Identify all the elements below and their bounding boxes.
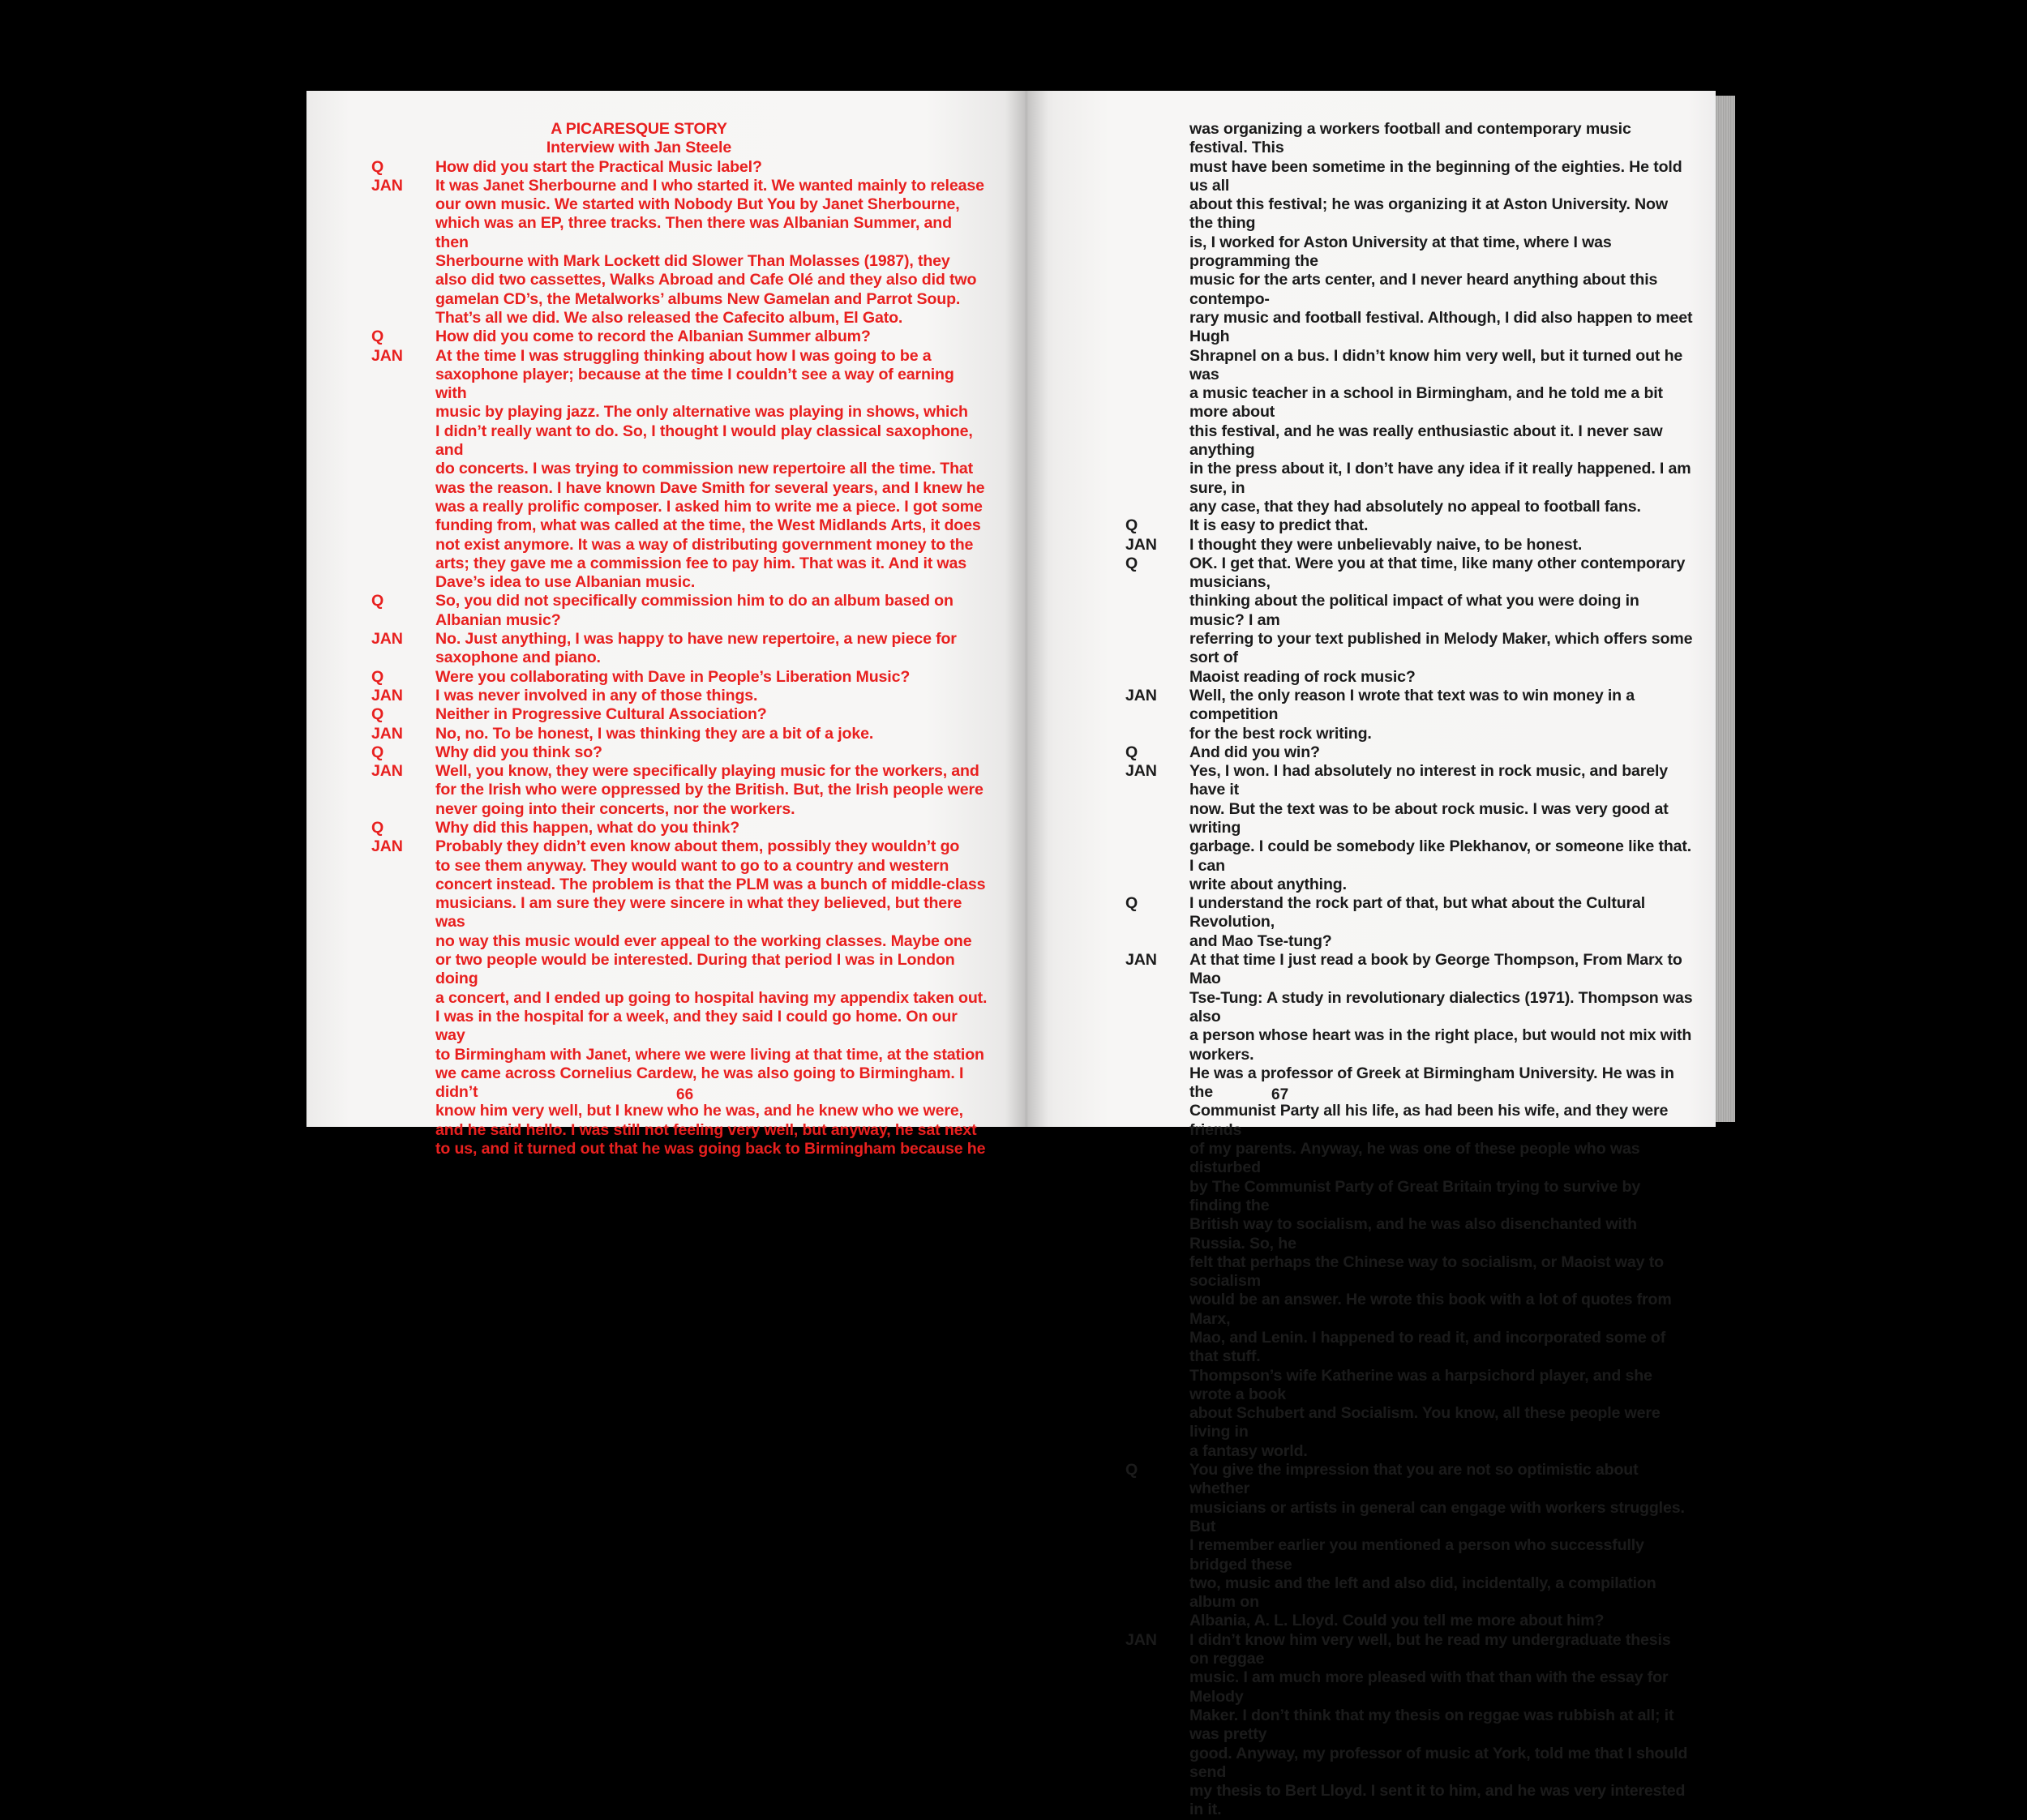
left-page-content xyxy=(371,120,988,1158)
page-number-left: 66 xyxy=(676,1086,694,1103)
text-line: or two people would be interested. During that period I was in London doing xyxy=(435,951,955,988)
text-line: to see them anyway. They would want to go to a country and western xyxy=(435,856,949,875)
speaker-label: JAN xyxy=(371,630,403,649)
speaker-text xyxy=(435,743,988,762)
text-line: by The Communist Party of Great Britain trying to survive by finding the xyxy=(1189,1177,1641,1214)
text-line: Maoist reading of rock music? xyxy=(1189,667,1416,686)
text-line: saxophone and piano. xyxy=(435,649,601,667)
speaker-text xyxy=(435,328,988,346)
speaker-text xyxy=(435,687,988,705)
text-line: Probably they didn’t even know about them, possibly they wouldn’t go xyxy=(435,837,960,856)
text-line: write about anything. xyxy=(1189,875,1347,893)
text-line: music. I am much more pleased with that than with the essay for Melody xyxy=(1189,1668,1669,1706)
interview-row xyxy=(371,668,988,687)
interview-row xyxy=(1125,951,1693,1461)
interview-row xyxy=(371,158,988,177)
speaker-label: JAN xyxy=(1125,762,1157,781)
text-line: Thompson’s wife Katherine was a harpsichord player, and she wrote a book xyxy=(1189,1366,1652,1403)
article-subtitle: Interview with Jan Steele xyxy=(546,139,732,157)
speaker-text xyxy=(435,668,988,687)
interview-row xyxy=(1125,894,1693,951)
speaker-label: Q xyxy=(1125,1461,1138,1480)
text-line: I remember earlier you mentioned a person who successfully bridged these xyxy=(1189,1536,1644,1574)
speaker-text xyxy=(1189,1461,1693,1631)
text-line: No, no. To be honest, I was thinking they are a bit of a joke. xyxy=(435,724,874,743)
interview-row xyxy=(371,705,988,724)
speaker-label: JAN xyxy=(371,176,403,195)
speaker-text xyxy=(435,725,988,743)
text-line: Why did you think so? xyxy=(435,743,602,761)
speaker-label: JAN xyxy=(371,686,403,704)
speaker-label: JAN xyxy=(371,762,403,781)
text-line: no way this music would ever appeal to the working classes. Maybe one xyxy=(435,931,972,950)
speaker-label: Q xyxy=(1125,516,1138,535)
open-book xyxy=(306,91,1735,1819)
interview-row xyxy=(371,328,988,346)
text-line: I was in the hospital for a week, and they said I could go home. On our way xyxy=(435,1007,958,1045)
text-line: Albania, A. L. Lloyd. Could you tell me more about him? xyxy=(1189,1612,1605,1630)
speaker-text xyxy=(1189,894,1693,951)
text-line: OK. I get that. Were you at that time, like many other contemporary musicians, xyxy=(1189,554,1686,592)
text-line: No. Just anything, I was happy to have new repertoire, a new piece for xyxy=(435,630,957,649)
text-line: British way to socialism, and he was also disenchanted with Russia. So, he xyxy=(1189,1215,1637,1253)
text-line: Why did this happen, what do you think? xyxy=(435,818,740,837)
interview-row xyxy=(371,347,988,593)
text-line: saxophone player; because at the time I couldn’t see a way of earning with xyxy=(435,365,954,403)
interview-row xyxy=(371,743,988,762)
text-line: How did you come to record the Albanian Summer album? xyxy=(435,328,871,346)
speaker-label: Q xyxy=(371,667,384,686)
text-line: now. But the text was to be about rock music. I was very good at writing xyxy=(1189,799,1669,837)
interview-row xyxy=(1125,743,1693,762)
speaker-text xyxy=(1189,120,1693,516)
speaker-label xyxy=(1125,120,1189,516)
text-line: How did you start the Practical Music label? xyxy=(435,157,762,176)
text-line: was organizing a workers football and contemporary music festival. This xyxy=(1189,120,1631,157)
interview-row xyxy=(1125,762,1693,894)
speaker-text xyxy=(435,837,988,1158)
text-line: which was an EP, three tracks. Then there was Albanian Summer, and then xyxy=(435,214,952,251)
text-line: Shrapnel on a bus. I didn’t know him very well, but it turned out he was xyxy=(1189,346,1683,383)
speaker-text xyxy=(435,592,988,630)
speaker-label: JAN xyxy=(371,724,403,743)
text-line: to Birmingham with Janet, where we were living at that time, at the station xyxy=(435,1045,984,1064)
text-line: Communist Party all his life, as had been his wife, and they were friends xyxy=(1189,1102,1669,1139)
interview-row xyxy=(1125,1461,1693,1631)
interview-row xyxy=(371,592,988,630)
text-line: He was a professor of Greek at Birmingham University. He was in the xyxy=(1189,1064,1674,1102)
text-line: thinking about the political impact of what you were doing in music? I am xyxy=(1189,592,1639,629)
text-line: Well, you know, they were specifically playing music for the workers, and xyxy=(435,762,979,781)
text-line: rary music and football festival. Although, I did also happen to meet Hugh xyxy=(1189,308,1693,346)
interview-row xyxy=(371,762,988,819)
interview-row xyxy=(1125,536,1693,555)
text-line: That’s all we did. We also released the Cafecito album, El Gato. xyxy=(435,308,903,327)
text-line: good. Anyway, my professor of music at York, told me that I should send xyxy=(1189,1744,1688,1781)
speaker-label: JAN xyxy=(371,837,403,856)
speaker-label: Q xyxy=(1125,743,1138,761)
speaker-label: Q xyxy=(371,157,384,176)
text-line: Well, the only reason I wrote that text was to win money in a competition xyxy=(1189,686,1635,724)
text-line: a person whose heart was in the right place, but would not mix with workers. xyxy=(1189,1026,1692,1064)
speaker-text xyxy=(1189,951,1693,1461)
speaker-text xyxy=(1189,516,1693,535)
page-number-right: 67 xyxy=(1271,1086,1289,1103)
text-line: And did you win? xyxy=(1189,743,1320,761)
text-line: a fantasy world. xyxy=(1189,1441,1308,1460)
text-line: Maker. I don’t think that my thesis on reggae was rubbish at all; it was pretty xyxy=(1189,1706,1674,1744)
interview-row xyxy=(371,177,988,328)
text-line: and Mao Tse-tung? xyxy=(1189,931,1332,950)
speaker-label: Q xyxy=(1125,554,1138,572)
interview-row xyxy=(371,725,988,743)
speaker-text xyxy=(1189,555,1693,687)
text-line: not exist anymore. It was a way of distributing government money to the xyxy=(435,535,974,554)
speaker-label: Q xyxy=(371,818,384,837)
speaker-text xyxy=(435,347,988,593)
text-line: would be an answer. He wrote this book with a lot of quotes from Marx, xyxy=(1189,1291,1672,1328)
text-line: felt that perhaps the Chinese way to socialism, or Maoist way to socialism xyxy=(1189,1253,1664,1291)
text-line: Neither in Progressive Cultural Association? xyxy=(435,705,767,724)
speaker-label: Q xyxy=(371,705,384,724)
text-line: I was never involved in any of those things. xyxy=(435,686,758,704)
speaker-label: JAN xyxy=(371,346,403,365)
left-page xyxy=(306,91,1026,1158)
speaker-text xyxy=(1189,743,1693,762)
text-line: You give the impression that you are not so optimistic about whether xyxy=(1189,1461,1639,1498)
text-line: So, you did not specifically commission him to do an album based on xyxy=(435,592,954,610)
text-line: funding from, what was called at the time, the West Midlands Arts, it does xyxy=(435,516,981,535)
right-page-content xyxy=(1125,120,1693,1820)
text-line: Tse-Tung: A study in revolutionary dialectics (1971). Thompson was also xyxy=(1189,988,1693,1026)
text-line: our own music. We started with Nobody But You by Janet Sherbourne, xyxy=(435,195,960,214)
text-line: about Schubert and Socialism. You know, all these people were living in xyxy=(1189,1404,1661,1441)
text-line: any case, that they had absolutely no appeal to football fans. xyxy=(1189,497,1641,516)
text-line: garbage. I could be somebody like Plekhanov, or someone like that. I can xyxy=(1189,837,1692,875)
text-line: It was Janet Sherbourne and I who started it. We wanted mainly to release xyxy=(435,176,984,195)
text-line: of my parents. Anyway, he was one of these people who was disturbed xyxy=(1189,1140,1640,1177)
text-line: I didn’t really want to do. So, I thought I would play classical saxophone, and xyxy=(435,422,973,460)
text-line: my thesis to Bert Lloyd. I sent it to him, and he was very interested in it. xyxy=(1189,1782,1686,1819)
text-line: At the time I was struggling thinking about how I was going to be a xyxy=(435,346,932,365)
speaker-label: Q xyxy=(371,743,384,761)
text-line: in the press about it, I don’t have any idea if it really happened. I am sure, in xyxy=(1189,460,1691,497)
text-line: musicians. I am sure they were sincere in what they believed, but there was xyxy=(435,894,962,931)
text-line: must have been sometime in the beginning of the eighties. He told us all xyxy=(1189,157,1682,195)
page-edges xyxy=(1716,96,1735,1122)
text-line: to us, and it turned out that he was going back to Birmingham because he xyxy=(435,1140,986,1158)
speaker-text xyxy=(1189,687,1693,743)
text-line: and he said hello. I was still not feeling very well, but anyway, he sat next xyxy=(435,1120,977,1139)
interview-row xyxy=(1125,687,1693,743)
text-line: musicians or artists in general can engage with workers struggles. But xyxy=(1189,1498,1685,1535)
text-line: Yes, I won. I had absolutely no interest in rock music, and barely have it xyxy=(1189,762,1669,799)
speaker-text xyxy=(435,762,988,819)
speaker-text xyxy=(1189,536,1693,555)
right-page xyxy=(1026,91,1716,1819)
text-line: do concerts. I was trying to commission new repertoire all the time. That xyxy=(435,460,974,478)
text-line: gamelan CD’s, the Metalworks’ albums New Gamelan and Parrot Soup. xyxy=(435,289,961,308)
text-line: arts; they gave me a commission fee to pay him. That was it. And it was xyxy=(435,554,966,572)
interview-row xyxy=(371,819,988,837)
text-line: I thought they were unbelievably naive, to be honest. xyxy=(1189,535,1583,554)
speaker-label: Q xyxy=(371,328,384,346)
text-line: never going into their concerts, nor the workers. xyxy=(435,799,795,818)
text-line: we came across Cornelius Cardew, he was also going to Birmingham. I didn’t xyxy=(435,1064,964,1102)
speaker-label: JAN xyxy=(1125,535,1157,554)
text-line: two, music and the left and also did, incidentally, a compilation album on xyxy=(1189,1574,1656,1612)
text-line: referring to your text published in Melody Maker, which offers some sort of xyxy=(1189,630,1693,667)
speaker-text xyxy=(1189,762,1693,894)
text-line: music by playing jazz. The only alternative was playing in shows, which xyxy=(435,403,968,422)
speaker-label: JAN xyxy=(1125,1630,1157,1649)
interview-row xyxy=(1125,1631,1693,1820)
text-line: It is easy to predict that. xyxy=(1189,516,1369,535)
interview-text-right xyxy=(1125,120,1693,1820)
text-line: also did two cassettes, Walks Abroad and Cafe Olé and they also did two xyxy=(435,271,977,289)
text-line: At that time I just read a book by George Thompson, From Marx to Mao xyxy=(1189,951,1682,988)
interview-row xyxy=(371,630,988,668)
text-line: Mao, and Lenin. I happened to read it, and incorporated some of that stuff. xyxy=(1189,1329,1666,1366)
interview-row xyxy=(371,687,988,705)
speaker-label: Q xyxy=(371,592,384,610)
speaker-text xyxy=(435,630,988,668)
text-line: concert instead. The problem is that the PLM was a bunch of middle-class xyxy=(435,875,986,893)
speaker-text xyxy=(1189,1631,1693,1820)
speaker-label: JAN xyxy=(1125,951,1157,970)
text-line: music for the arts center, and I never heard anything about this contempo- xyxy=(1189,271,1658,308)
speaker-label: JAN xyxy=(1125,686,1157,704)
text-line: a concert, and I ended up going to hospital having my appendix taken out. xyxy=(435,988,988,1007)
speaker-text xyxy=(435,705,988,724)
interview-row xyxy=(1125,120,1693,516)
speaker-text xyxy=(435,819,988,837)
text-line: I understand the rock part of that, but what about the Cultural Revolution, xyxy=(1189,894,1646,931)
interview-row xyxy=(1125,516,1693,535)
text-line: a music teacher in a school in Birmingham, and he told me a bit more about xyxy=(1189,384,1663,422)
text-line: know him very well, but I knew who he was, and he knew who we were, xyxy=(435,1102,963,1120)
speaker-text xyxy=(435,177,988,328)
text-line: I didn’t know him very well, but he read my undergraduate thesis on reggae xyxy=(1189,1630,1671,1668)
text-line: for the best rock writing. xyxy=(1189,724,1372,743)
text-line: Dave’s idea to use Albanian music. xyxy=(435,573,696,592)
text-line: this festival, and he was really enthusiastic about it. I never saw anything xyxy=(1189,422,1663,460)
text-line: was the reason. I have known Dave Smith for several years, and I knew he xyxy=(435,478,985,497)
interview-row xyxy=(371,837,988,1158)
speaker-text xyxy=(435,158,988,177)
interview-text-left xyxy=(371,158,988,1159)
interview-row xyxy=(1125,555,1693,687)
text-line: Albanian music? xyxy=(435,610,561,629)
text-line: Were you collaborating with Dave in People’s Liberation Music? xyxy=(435,667,911,686)
article-title: A PICARESQUE STORY xyxy=(551,120,727,138)
speaker-label: Q xyxy=(1125,894,1138,913)
text-line: for the Irish who were oppressed by the British. But, the Irish people were xyxy=(435,781,984,799)
text-line: Sherbourne with Mark Lockett did Slower Than Molasses (1987), they xyxy=(435,252,950,271)
text-line: about this festival; he was organizing it at Aston University. Now the thing xyxy=(1189,195,1668,233)
text-line: was a really prolific composer. I asked him to write me a piece. I got some xyxy=(435,497,983,516)
text-line: is, I worked for Aston University at that time, where I was programming the xyxy=(1189,233,1612,271)
